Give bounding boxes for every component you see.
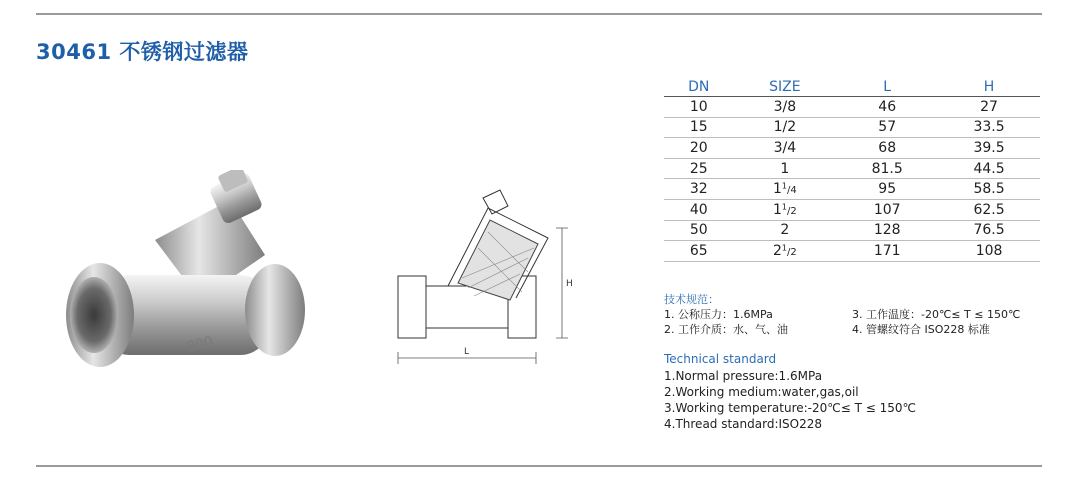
size-fraction: $^1$/4 xyxy=(781,181,797,197)
table-row xyxy=(664,199,1040,220)
size-denominator: 2 xyxy=(790,205,797,217)
bottom-rule xyxy=(36,465,1042,467)
table-row xyxy=(664,117,1040,138)
cell-l: 46 xyxy=(836,97,938,118)
drawing-label-h: H xyxy=(566,279,573,289)
spec-cn-item-1: 1. 公称压力：1.6MPa xyxy=(664,308,773,321)
spec-cn-item-2: 2. 工作介质：水、气、油 xyxy=(664,323,788,336)
cell-size xyxy=(733,199,836,220)
cell-size: 1 xyxy=(733,158,836,179)
cell-size xyxy=(733,241,836,262)
cell-h: 44.5 xyxy=(938,158,1040,179)
drawing-screen xyxy=(458,220,538,300)
cell-dn: 50 xyxy=(664,220,733,241)
table-header-row xyxy=(664,77,1040,97)
cell-l: 128 xyxy=(836,220,938,241)
header-l: L xyxy=(836,77,938,97)
page-title: 30461 不锈钢过滤器 xyxy=(36,40,249,64)
spec-en-list xyxy=(664,368,916,432)
spec-en-item: 2.Working medium:water,gas,oil xyxy=(664,385,859,399)
size-denominator: 4 xyxy=(790,185,797,197)
cell-l: 57 xyxy=(836,117,938,138)
table-row xyxy=(664,179,1040,200)
size-fraction: $^1$/2 xyxy=(781,243,797,258)
cell-dn: 20 xyxy=(664,138,733,159)
technical-drawing xyxy=(388,188,578,370)
cell-size: 3/8 xyxy=(733,97,836,118)
cell-h: 58.5 xyxy=(938,179,1040,200)
header-size: SIZE xyxy=(733,77,836,97)
cell-h: 39.5 xyxy=(938,138,1040,159)
size-whole: 1 xyxy=(772,181,782,198)
header-h: H xyxy=(938,77,1040,97)
size-numerator: 1 xyxy=(781,202,787,212)
spec-en-item: 3.Working temperature:-20℃≤ T ≤ 150℃ xyxy=(664,401,917,415)
drawing-label-l: L xyxy=(464,347,470,357)
cell-size: 3/4 xyxy=(733,138,836,159)
top-rule xyxy=(36,13,1042,15)
cell-l: 81.5 xyxy=(836,158,938,179)
spec-cn-heading: 技术规范： xyxy=(664,293,719,306)
cell-dn: 32 xyxy=(664,179,733,200)
cell-dn: 65 xyxy=(664,241,733,262)
cell-h: 76.5 xyxy=(938,220,1040,241)
spec-en-heading: Technical standard xyxy=(664,352,777,366)
table-row xyxy=(664,241,1040,262)
cell-dn: 25 xyxy=(664,158,733,179)
spec-en-item: 1.Normal pressure:1.6MPa xyxy=(664,369,823,383)
right-port xyxy=(245,264,305,356)
size-denominator: 2 xyxy=(790,246,797,258)
cell-l: 171 xyxy=(836,241,938,262)
cell-l: 107 xyxy=(836,199,938,220)
spec-en-item: 4.Thread standard:ISO228 xyxy=(664,417,822,431)
spec-cn-item-3: 3. 工作温度：-20℃≤ T ≤ 150℃ xyxy=(852,308,1021,321)
table-row xyxy=(664,97,1040,118)
cell-l: 68 xyxy=(836,138,938,159)
left-port xyxy=(66,263,134,367)
cast-mark: 800 xyxy=(184,333,215,356)
product-photo xyxy=(60,170,310,400)
table-row xyxy=(664,138,1040,159)
header-dn: DN xyxy=(664,77,733,97)
cell-size: 2 xyxy=(733,220,836,241)
size-whole: 1 xyxy=(772,201,782,218)
size-fraction: $^1$/2 xyxy=(781,202,797,217)
cell-h: 33.5 xyxy=(938,117,1040,138)
cell-dn: 40 xyxy=(664,199,733,220)
cell-h: 27 xyxy=(938,97,1040,118)
cell-size xyxy=(733,179,836,200)
dimension-table xyxy=(664,77,1040,262)
cell-size: 1/2 xyxy=(733,117,836,138)
size-numerator: 1 xyxy=(781,181,787,191)
size-whole: 2 xyxy=(772,242,782,259)
cell-h: 62.5 xyxy=(938,199,1040,220)
drawing-left-end xyxy=(398,276,426,338)
cell-l: 95 xyxy=(836,179,938,200)
cell-dn: 10 xyxy=(664,97,733,118)
size-numerator: 1 xyxy=(781,243,787,253)
table-row xyxy=(664,158,1040,179)
cell-dn: 15 xyxy=(664,117,733,138)
cell-h: 108 xyxy=(938,241,1040,262)
spec-cn-item-4: 4. 管螺纹符合 ISO228 标准 xyxy=(852,323,990,336)
table-row xyxy=(664,220,1040,241)
